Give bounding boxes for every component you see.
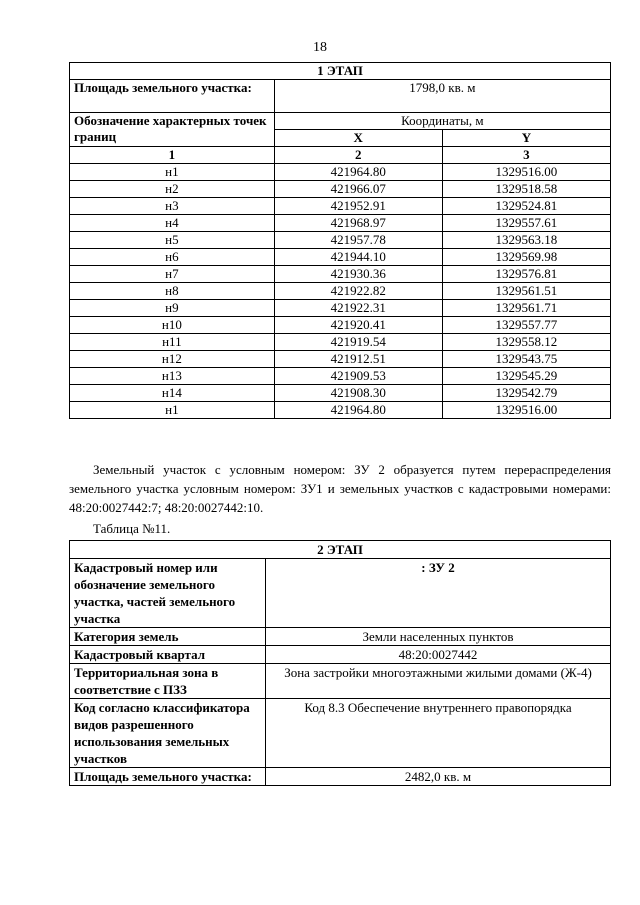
table-row (70, 334, 611, 351)
coord-cell-point: н7 (70, 266, 275, 283)
coord-cell-x: 421922.82 (274, 283, 442, 300)
coord-cell-x: 421968.97 (274, 215, 442, 232)
table-row (70, 402, 611, 419)
body-paragraph: Земельный участок с условным номером: ЗУ 2 образуется путем перераспределения земельного участка условным номером: ЗУ1 и земельных участков с кадастровыми номерами: 48:20:0027442:7; 48:20:0027442:10. (69, 462, 611, 515)
parcel-field-value: Зона застройки многоэтажными жилыми домами (Ж-4) (266, 664, 611, 699)
table-caption: Таблица №11. (93, 521, 171, 536)
coord-cell-point: н6 (70, 249, 275, 266)
coord-cell-y: 1329543.75 (442, 351, 610, 368)
parcel-field-value: 2482,0 кв. м (266, 768, 611, 786)
parcel-field-label: Кадастровый квартал (70, 646, 266, 664)
coord-cell-y: 1329576.81 (442, 266, 610, 283)
table-row (70, 646, 611, 664)
stage1-coords-label: Координаты, м (274, 113, 610, 130)
coord-cell-x: 421930.36 (274, 266, 442, 283)
coord-cell-y: 1329516.00 (442, 402, 610, 419)
stage1-header-row (70, 113, 611, 130)
table-row (70, 317, 611, 334)
coord-cell-x: 421966.07 (274, 181, 442, 198)
parcel-field-value: : ЗУ 2 (266, 559, 611, 628)
coord-cell-y: 1329569.98 (442, 249, 610, 266)
coord-cell-point: н13 (70, 368, 275, 385)
coord-cell-point: н14 (70, 385, 275, 402)
table-row (70, 283, 611, 300)
stage2-title: 2 ЭТАП (70, 541, 611, 559)
coord-cell-y: 1329561.51 (442, 283, 610, 300)
stage1-col-number: 3 (442, 147, 610, 164)
stage1-y-label: Y (442, 130, 610, 147)
stage1-title-row (70, 63, 611, 80)
coord-cell-x: 421908.30 (274, 385, 442, 402)
stage1-col-number: 2 (274, 147, 442, 164)
parcel-field-value: 48:20:0027442 (266, 646, 611, 664)
stage1-x-label: X (274, 130, 442, 147)
coord-cell-point: н11 (70, 334, 275, 351)
page-number: 18 (313, 40, 327, 55)
table-row (70, 699, 611, 768)
table-row (70, 351, 611, 368)
stage2-parcel-table (69, 540, 611, 786)
parcel-field-value: Код 8.3 Обеспечение внутреннего правопорядка (266, 699, 611, 768)
coord-cell-x: 421957.78 (274, 232, 442, 249)
table-row (70, 215, 611, 232)
parcel-field-label: Категория земель (70, 628, 266, 646)
coord-cell-point: н4 (70, 215, 275, 232)
stage2-title-row (70, 541, 611, 559)
table-row (70, 768, 611, 786)
stage1-col-number-row (70, 147, 611, 164)
coord-cell-x: 421964.80 (274, 164, 442, 181)
table-row (70, 266, 611, 283)
coord-cell-x: 421919.54 (274, 334, 442, 351)
stage1-rows (70, 164, 611, 419)
coord-cell-point: н5 (70, 232, 275, 249)
parcel-field-label: Территориальная зона в соответствие с ПЗЗ (70, 664, 266, 699)
table-row (70, 368, 611, 385)
table-row (70, 628, 611, 646)
coord-cell-y: 1329563.18 (442, 232, 610, 249)
coord-cell-point: н8 (70, 283, 275, 300)
table-row (70, 664, 611, 699)
coord-cell-point: н2 (70, 181, 275, 198)
parcel-field-value: Земли населенных пунктов (266, 628, 611, 646)
table-row (70, 164, 611, 181)
parcel-field-label: Площадь земельного участка: (70, 768, 266, 786)
stage1-col-number: 1 (70, 147, 275, 164)
coord-cell-point: н9 (70, 300, 275, 317)
coord-cell-x: 421952.91 (274, 198, 442, 215)
stage1-coordinates-table (69, 62, 611, 419)
table-row (70, 300, 611, 317)
coord-cell-x: 421912.51 (274, 351, 442, 368)
coord-cell-point: н3 (70, 198, 275, 215)
coord-cell-y: 1329524.81 (442, 198, 610, 215)
coord-cell-y: 1329542.79 (442, 385, 610, 402)
coord-cell-y: 1329518.58 (442, 181, 610, 198)
coord-cell-x: 421909.53 (274, 368, 442, 385)
stage1-title: 1 ЭТАП (70, 63, 611, 80)
parcel-field-label: Код согласно классификатора видов разрешенного использования земельных участков (70, 699, 266, 768)
table-row (70, 249, 611, 266)
coord-cell-y: 1329558.12 (442, 334, 610, 351)
stage1-points-label: Обозначение характерных точек границ (70, 113, 275, 147)
coord-cell-point: н1 (70, 164, 275, 181)
coord-cell-y: 1329516.00 (442, 164, 610, 181)
coord-cell-y: 1329557.77 (442, 317, 610, 334)
coord-cell-y: 1329557.61 (442, 215, 610, 232)
stage1-area-value: 1798,0 кв. м (274, 80, 610, 113)
parcel-field-label: Кадастровый номер или обозначение земельного участка, частей земельного участка (70, 559, 266, 628)
coord-cell-x: 421920.41 (274, 317, 442, 334)
coord-cell-x: 421944.10 (274, 249, 442, 266)
coord-cell-point: н12 (70, 351, 275, 368)
coord-cell-x: 421964.80 (274, 402, 442, 419)
table-row (70, 385, 611, 402)
coord-cell-y: 1329545.29 (442, 368, 610, 385)
table-row (70, 232, 611, 249)
table-row (70, 198, 611, 215)
table-row (70, 559, 611, 628)
coord-cell-y: 1329561.71 (442, 300, 610, 317)
stage1-area-row (70, 80, 611, 113)
stage2-rows (70, 559, 611, 786)
coord-cell-point: н1 (70, 402, 275, 419)
coord-cell-point: н10 (70, 317, 275, 334)
stage1-area-label: Площадь земельного участка: (70, 80, 275, 113)
table-row (70, 181, 611, 198)
coord-cell-x: 421922.31 (274, 300, 442, 317)
